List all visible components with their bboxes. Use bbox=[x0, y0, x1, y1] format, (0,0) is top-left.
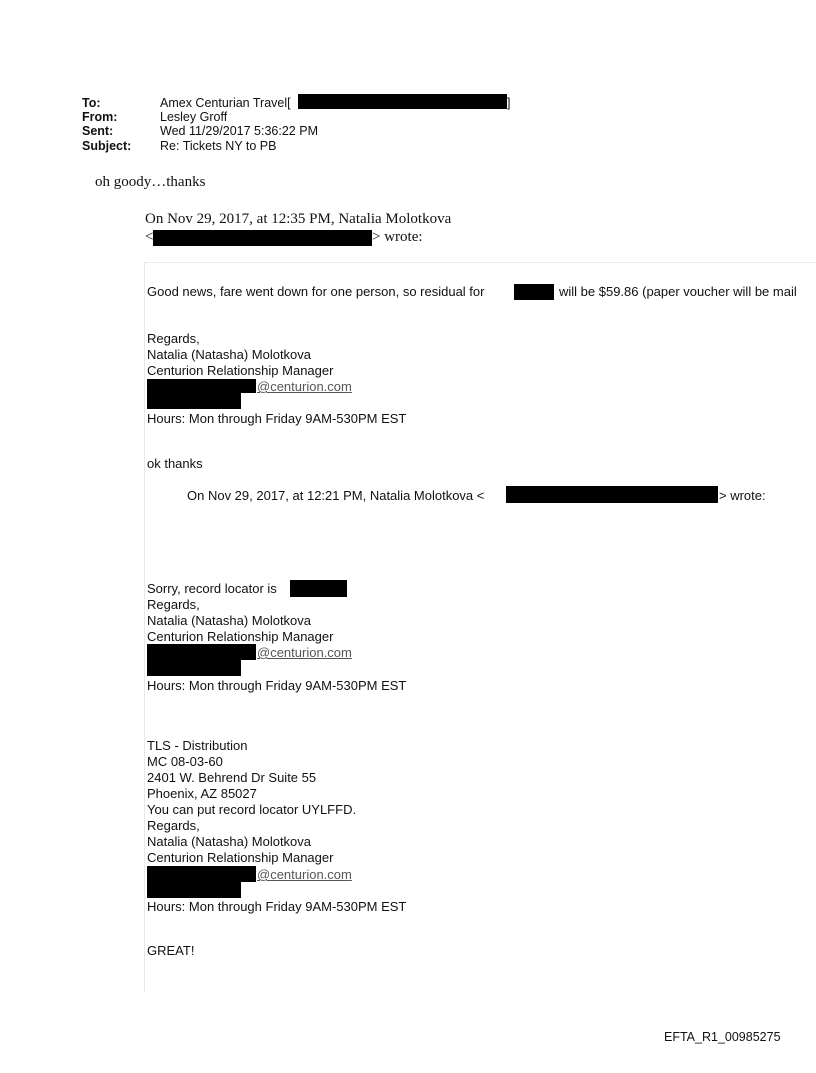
sender-title: Centurion Relationship Manager bbox=[147, 363, 334, 378]
redaction-box bbox=[147, 393, 241, 409]
quote-attribution: On Nov 29, 2017, at 12:35 PM, Natalia Molotkova bbox=[145, 211, 452, 227]
redaction-box bbox=[147, 644, 256, 660]
redaction-box bbox=[147, 660, 241, 676]
sender-name: Natalia (Natasha) Molotkova bbox=[147, 613, 312, 628]
office-hours: Hours: Mon through Friday 9AM-530PM EST bbox=[147, 411, 407, 426]
redaction-box bbox=[147, 379, 256, 393]
quote-open: < bbox=[145, 229, 154, 245]
quote-close: > wrote: bbox=[372, 229, 423, 245]
to-label: To: bbox=[82, 96, 101, 110]
document-id: EFTA_R1_00985275 bbox=[664, 1030, 781, 1044]
record-locator-text: Sorry, record locator is bbox=[147, 581, 277, 596]
reply-text: oh goody…thanks bbox=[95, 174, 206, 190]
sender-title: Centurion Relationship Manager bbox=[147, 850, 334, 865]
message-paragraph: Good news, fare went down for one person, so residual for bbox=[147, 284, 485, 299]
regards: Regards, bbox=[147, 597, 200, 612]
quote-divider bbox=[144, 262, 816, 263]
email-link[interactable]: @centurion.com bbox=[257, 645, 352, 660]
email-link[interactable]: @centurion.com bbox=[257, 867, 352, 882]
address-line: 2401 W. Behrend Dr Suite 55 bbox=[147, 770, 317, 785]
office-hours: Hours: Mon through Friday 9AM-530PM EST bbox=[147, 899, 407, 914]
redaction-box bbox=[514, 284, 554, 300]
from-label: From: bbox=[82, 110, 118, 124]
redaction-box bbox=[147, 866, 256, 882]
quote-bar bbox=[144, 262, 145, 992]
redaction-box bbox=[290, 580, 347, 597]
sent-label: Sent: bbox=[82, 124, 114, 138]
subject-value: Re: Tickets NY to PB bbox=[160, 139, 277, 153]
sender-name: Natalia (Natasha) Molotkova bbox=[147, 347, 312, 362]
regards: Regards, bbox=[147, 818, 200, 833]
quote-attribution-2: On Nov 29, 2017, at 12:21 PM, Natalia Molotkova < bbox=[187, 488, 485, 503]
regards: Regards, bbox=[147, 331, 200, 346]
from-value: Lesley Groff bbox=[160, 110, 228, 124]
locator-note: You can put record locator UYLFFD. bbox=[147, 802, 357, 817]
to-close: ] bbox=[507, 96, 511, 110]
sender-name: Natalia (Natasha) Molotkova bbox=[147, 834, 312, 849]
address-line: TLS - Distribution bbox=[147, 738, 248, 753]
quote-close-2: > wrote: bbox=[719, 488, 766, 503]
subject-label: Subject: bbox=[82, 139, 132, 153]
office-hours: Hours: Mon through Friday 9AM-530PM EST bbox=[147, 678, 407, 693]
message-paragraph-cont: will be $59.86 (paper voucher will be mail bbox=[559, 284, 797, 299]
redaction-box bbox=[153, 230, 372, 246]
address-line: MC 08-03-60 bbox=[147, 754, 223, 769]
redaction-box bbox=[147, 882, 241, 898]
redaction-box bbox=[506, 486, 718, 503]
sent-value: Wed 11/29/2017 5:36:22 PM bbox=[160, 124, 318, 138]
great-text: GREAT! bbox=[147, 943, 195, 958]
address-line: Phoenix, AZ 85027 bbox=[147, 786, 257, 801]
redaction-box bbox=[298, 94, 507, 109]
email-link[interactable]: @centurion.com bbox=[257, 379, 352, 394]
to-value: Amex Centurian Travel[ bbox=[160, 96, 291, 110]
sender-title: Centurion Relationship Manager bbox=[147, 629, 334, 644]
ok-thanks: ok thanks bbox=[147, 456, 203, 471]
